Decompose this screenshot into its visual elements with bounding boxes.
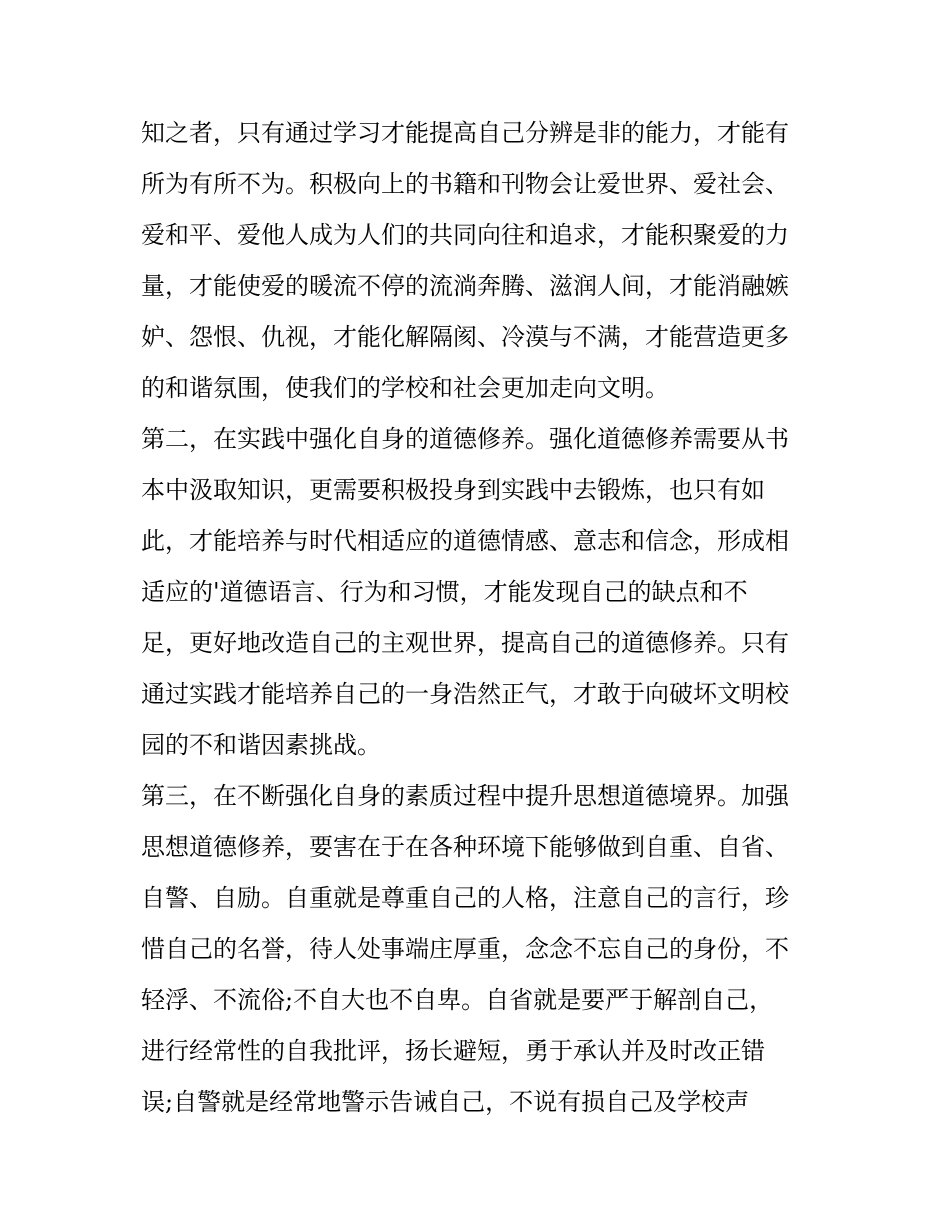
text-line: 惜自己的名誉，待人处事端庄厚重，念念不忘自己的身份，不	[141, 935, 789, 963]
text-line: 足，更好地改造自己的主观世界，提高自己的道德修养。只有	[141, 629, 789, 657]
text-line: 通过实践才能培养自己的一身浩然正气，才敢于向破坏文明校	[141, 680, 789, 708]
text-line: 误;自警就是经常地警示告诫自己，不说有损自己及学校声	[141, 1088, 750, 1116]
text-line: 思想道德修养，要害在于在各种环境下能够做到自重、自省、	[141, 833, 789, 861]
text-line: 妒、怨恨、仇视，才能化解隔阂、冷漠与不满，才能营造更多	[141, 323, 789, 351]
text-line: 自警、自励。自重就是尊重自己的人格，注意自己的言行，珍	[141, 884, 789, 912]
text-line: 此，才能培养与时代相适应的道德情感、意志和信念，形成相	[141, 527, 789, 555]
text-line: 知之者，只有通过学习才能提高自己分辨是非的能力，才能有	[141, 119, 789, 147]
text-line: 第三，在不断强化自身的素质过程中提升思想道德境界。加强	[141, 782, 789, 810]
text-line: 的和谐氛围，使我们的学校和社会更加走向文明。	[141, 374, 669, 402]
text-line: 适应的'道德语言、行为和习惯，才能发现自己的缺点和不	[141, 578, 748, 606]
text-line: 本中汲取知识，更需要积极投身到实践中去锻炼，也只有如	[141, 476, 765, 504]
text-line: 量，才能使爱的暖流不停的流淌奔腾、滋润人间，才能消融嫉	[141, 272, 789, 300]
text-line: 爱和平、爱他人成为人们的共同向往和追求，才能积聚爱的力	[141, 221, 789, 249]
text-line: 进行经常性的自我批评，扬长避短，勇于承认并及时改正错	[141, 1037, 765, 1065]
text-line: 第二，在实践中强化自身的道德修养。强化道德修养需要从书	[141, 425, 789, 453]
text-line: 所为有所不为。积极向上的书籍和刊物会让爱世界、爱社会、	[141, 170, 789, 198]
text-line: 轻浮、不流俗;不自大也不自卑。自省就是要严于解剖自己，	[141, 986, 774, 1014]
text-line: 园的不和谐因素挑战。	[141, 731, 381, 759]
body-text	[141, 108, 831, 1128]
